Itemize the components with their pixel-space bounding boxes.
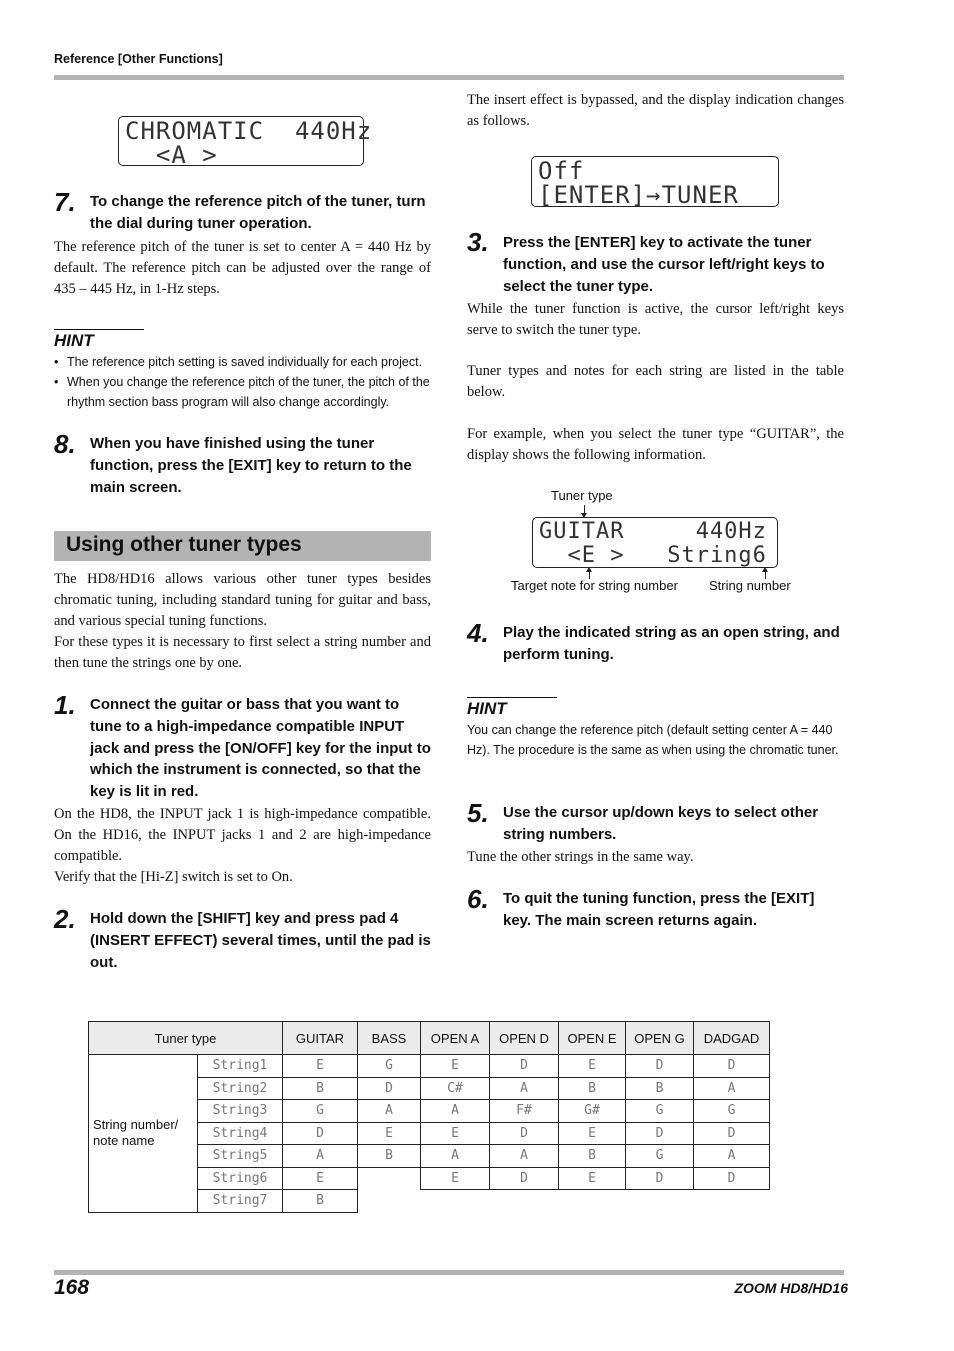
note-cell: G — [694, 1100, 770, 1123]
table-header-cell: DADGAD — [694, 1022, 770, 1055]
note-cell: A — [490, 1145, 559, 1168]
step-1-body-2: Verify that the [Hi-Z] switch is set to On. — [54, 869, 293, 885]
lcd-guitar-display — [532, 517, 778, 568]
step-2-number: 2. — [54, 904, 76, 934]
string-cell: String4 — [198, 1122, 283, 1145]
note-cell: D — [283, 1122, 358, 1145]
string-cell: String5 — [198, 1145, 283, 1168]
table-header-cell: GUITAR — [283, 1022, 358, 1055]
step-8-text: When you have finished using the tuner function, press the [EXIT] key to return to the main screen. — [90, 435, 412, 496]
step-3-body-3: For example, when you select the tuner type “GUITAR”, the display shows the following information. — [467, 426, 844, 463]
note-cell: E — [559, 1055, 626, 1078]
note-cell: G — [283, 1100, 358, 1123]
note-cell: B — [559, 1145, 626, 1168]
note-cell: E — [358, 1122, 421, 1145]
step-6-number: 6. — [467, 884, 489, 914]
note-cell: D — [694, 1055, 770, 1078]
header-rule — [54, 75, 844, 80]
section-intro-1: The HD8/HD16 allows various other tuner types besides chromatic tuning, including standard tuning for guitar and bass, and various special tuning functions. — [54, 571, 431, 629]
string-cell: String7 — [198, 1190, 283, 1213]
section-title-bar — [54, 531, 431, 561]
step-3-body-1: While the tuner function is active, the cursor left/right keys serve to switch the tuner type. — [467, 301, 844, 338]
step-6-text: To quit the tuning function, press the [EXIT] key. The main screen returns again. — [503, 890, 815, 929]
note-cell: E — [559, 1167, 626, 1190]
note-cell: D — [626, 1055, 694, 1078]
note-cell: A — [694, 1145, 770, 1168]
note-cell: D — [626, 1122, 694, 1145]
note-cell: G# — [559, 1100, 626, 1123]
lcd-line-2: <E > String6 — [539, 543, 767, 568]
step-3-number: 3. — [467, 227, 489, 257]
note-cell: D — [490, 1167, 559, 1190]
section-intro-2: For these types it is necessary to first select a string number and then tune the strings one by one. — [54, 634, 431, 671]
step-1-number: 1. — [54, 690, 76, 720]
note-cell: G — [358, 1055, 421, 1078]
step-7-number: 7. — [54, 187, 76, 217]
hint-1-item: • When you change the reference pitch of the tuner, the pitch of the rhythm section bass program will also change accordingly. — [54, 372, 434, 412]
note-cell: D — [490, 1055, 559, 1078]
hint-2-body: You can change the reference pitch (default setting center A = 440 Hz). The procedure is the same as when using the chromatic tuner. — [467, 723, 839, 757]
note-cell: A — [421, 1100, 490, 1123]
note-cell: G — [626, 1145, 694, 1168]
note-cell: F# — [490, 1100, 559, 1123]
table-header-label: Tuner type — [89, 1022, 283, 1055]
note-cell: B — [283, 1077, 358, 1100]
note-cell: A — [358, 1100, 421, 1123]
note-cell: E — [283, 1055, 358, 1078]
page-number: 168 — [54, 1276, 90, 1299]
step-5-number: 5. — [467, 798, 489, 828]
note-cell: B — [358, 1145, 421, 1168]
step-1-text: Connect the guitar or bass that you want to tune to a high-impedance compatible INPUT jack and press the [ON/OFF] key for the input to which the instrument is connected, so that the key is lit in red. — [90, 696, 431, 801]
product-name: ZOOM HD8/HD16 — [734, 1280, 848, 1296]
note-cell: B — [283, 1190, 358, 1213]
note-cell: D — [490, 1122, 559, 1145]
note-cell: A — [694, 1077, 770, 1100]
note-cell: A — [283, 1145, 358, 1168]
note-cell: E — [559, 1122, 626, 1145]
diagram-label-string-number: String number — [709, 578, 791, 593]
note-cell: G — [626, 1100, 694, 1123]
string-cell: String3 — [198, 1100, 283, 1123]
hint-1-title: HINT — [54, 329, 144, 351]
lcd-line-1: Off — [538, 157, 585, 185]
note-cell: D — [694, 1122, 770, 1145]
tuner-type-table — [88, 1021, 770, 1213]
table-header-cell: OPEN E — [559, 1022, 626, 1055]
step-4-text: Play the indicated string as an open string, and perform tuning. — [503, 624, 840, 663]
step-3-text: Press the [ENTER] key to activate the tuner function, and use the cursor left/right keys to select the tuner type. — [503, 234, 825, 295]
note-cell: A — [490, 1077, 559, 1100]
note-cell: E — [421, 1122, 490, 1145]
note-cell: B — [626, 1077, 694, 1100]
note-cell: D — [626, 1167, 694, 1190]
empty-cell — [358, 1190, 770, 1213]
step-4-number: 4. — [467, 618, 489, 648]
diagram-label-tuner-type: Tuner type — [551, 488, 613, 503]
string-cell: String6 — [198, 1167, 283, 1190]
diagram-label-target-note: Target note for string number — [511, 578, 678, 593]
note-cell: B — [559, 1077, 626, 1100]
footer-rule — [54, 1270, 844, 1275]
note-cell: D — [694, 1167, 770, 1190]
lcd-line-2: [ENTER]→TUNER — [538, 181, 739, 209]
step-1-body-1: On the HD8, the INPUT jack 1 is high-impedance compatible. On the HD16, the INPUT jacks 1 and 2 are high-impedance compatible. — [54, 806, 431, 864]
note-cell: E — [421, 1167, 490, 1190]
bypass-text: The insert effect is bypassed, and the display indication changes as follows. — [467, 92, 844, 129]
table-row — [89, 1055, 770, 1078]
note-cell: E — [421, 1055, 490, 1078]
note-cell: E — [283, 1167, 358, 1190]
step-7-text: To change the reference pitch of the tuner, turn the dial during tuner operation. — [90, 193, 426, 232]
string-cell: String2 — [198, 1077, 283, 1100]
table-header-cell: OPEN G — [626, 1022, 694, 1055]
table-header-cell: OPEN A — [421, 1022, 490, 1055]
lcd-chromatic-display — [118, 116, 373, 169]
step-5-body: Tune the other strings in the same way. — [467, 849, 694, 865]
table-row-label: String number/ note name — [89, 1055, 198, 1213]
lcd-line-1: GUITAR 440Hz — [539, 519, 767, 544]
step-2-text: Hold down the [SHIFT] key and press pad 4 (INSERT EFFECT) several times, until the pad is out. — [90, 910, 431, 971]
note-cell: A — [421, 1145, 490, 1168]
string-cell: String1 — [198, 1055, 283, 1078]
hint-1-item: • The reference pitch setting is saved individually for each project. — [54, 352, 434, 372]
step-8-number: 8. — [54, 429, 76, 459]
step-7-body: The reference pitch of the tuner is set to center A = 440 Hz by default. The reference pitch can be adjusted over the range of 435 – 445 Hz, in 1-Hz steps. — [54, 239, 431, 297]
lcd-line-1: CHROMATIC 440Hz — [125, 117, 373, 145]
lcd-off-display — [531, 156, 779, 207]
note-cell: C# — [421, 1077, 490, 1100]
running-header: Reference [Other Functions] — [54, 52, 223, 66]
step-3-body-2: Tuner types and notes for each string are listed in the table below. — [467, 363, 844, 400]
step-5-text: Use the cursor up/down keys to select other string numbers. — [503, 804, 819, 843]
note-cell: D — [358, 1077, 421, 1100]
empty-cell — [358, 1167, 421, 1190]
table-header-row — [89, 1022, 770, 1055]
hint-1-body — [54, 352, 434, 412]
table-header-cell: OPEN D — [490, 1022, 559, 1055]
hint-2-title: HINT — [467, 697, 557, 719]
lcd-line-2: <A > — [125, 141, 218, 169]
section-title: Using other tuner types — [66, 533, 302, 556]
table-header-cell: BASS — [358, 1022, 421, 1055]
